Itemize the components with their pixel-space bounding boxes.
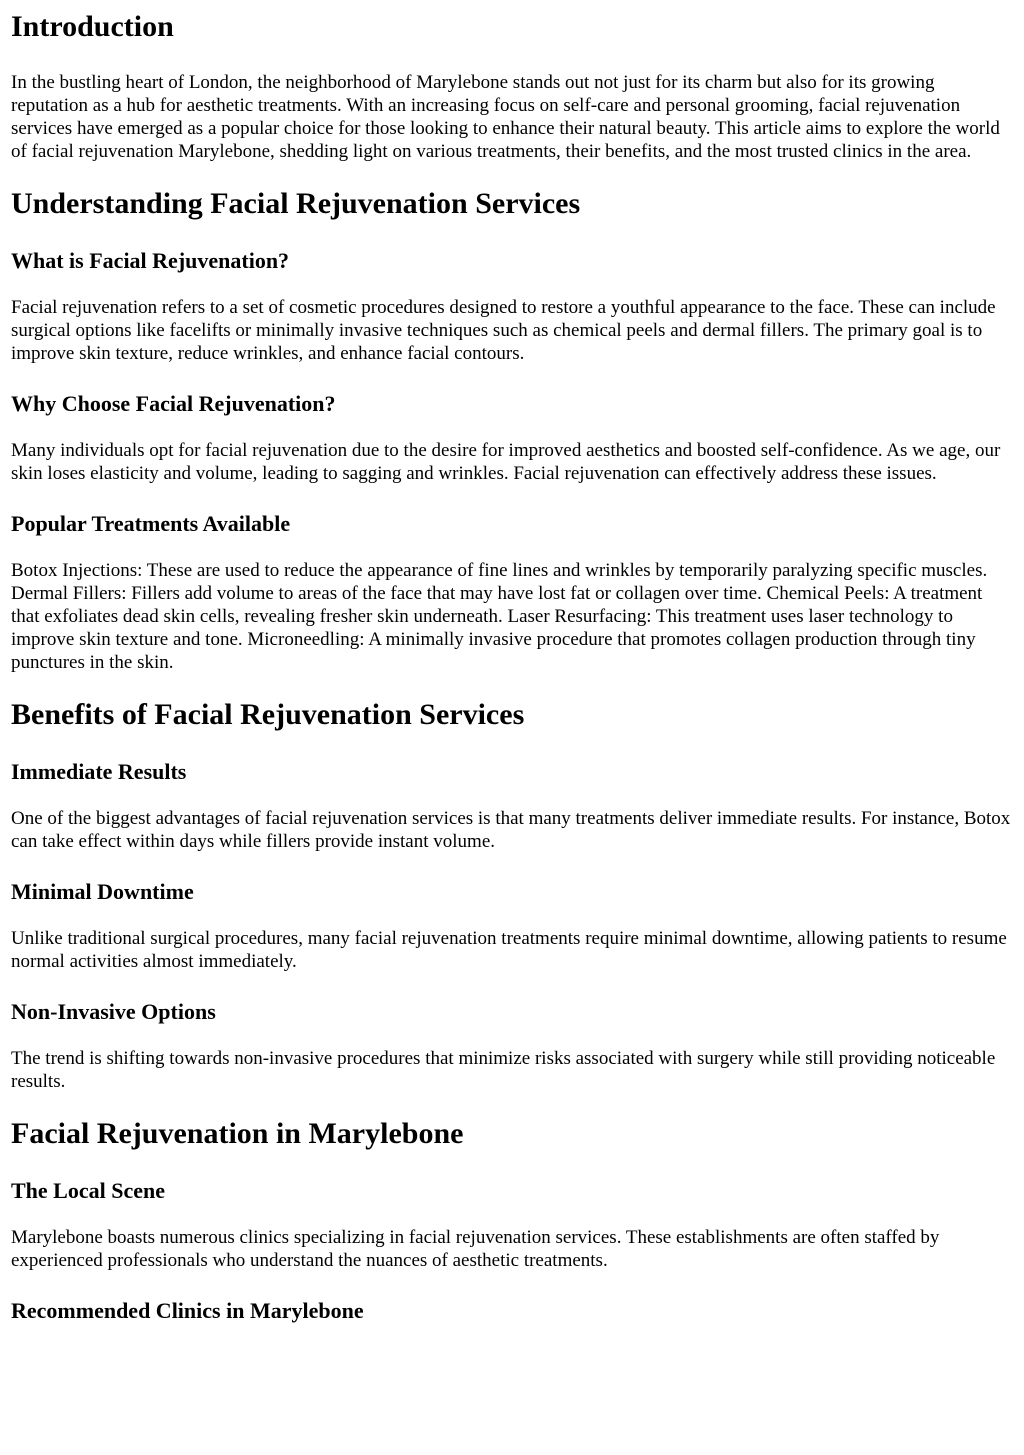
subheading-popular-treatments: Popular Treatments Available — [11, 511, 291, 536]
article — [0, 9, 1024, 1324]
subheading-non-invasive: Non-Invasive Options — [11, 999, 216, 1024]
subheading-local-scene: The Local Scene — [11, 1178, 165, 1203]
subheading-recommended-clinics: Recommended Clinics in Marylebone — [11, 1298, 364, 1323]
paragraph-popular-treatments: Botox Injections: These are used to reduce the appearance of fine lines and wrinkles by temporarily paralyzing specific muscles. Dermal Fillers: Fillers add volume to areas of the face that may have lost fat or collagen over time. Chemical Peels: A treatment that exfoliates dead skin cells, revealing fresher skin underneath. Laser Resurfacing: This treatment uses laser technology to improve skin texture and tone. Microneedling: A minimally invasive procedure that promotes collagen production through tiny punctures in the skin. — [11, 560, 988, 673]
subheading-why-choose: Why Choose Facial Rejuvenation? — [11, 391, 336, 416]
subheading-minimal-downtime: Minimal Downtime — [11, 879, 194, 904]
section-heading-benefits: Benefits of Facial Rejuvenation Services — [11, 698, 525, 731]
section-heading-understanding: Understanding Facial Rejuvenation Services — [11, 187, 581, 220]
section-heading-introduction: Introduction — [11, 10, 174, 43]
paragraph-why-choose: Many individuals opt for facial rejuvenation due to the desire for improved aesthetics and boosted self-confidence. As we age, our skin loses elasticity and volume, leading to sagging and wrinkles. Facial rejuvenation can effectively address these issues. — [11, 440, 1001, 484]
subheading-what-is: What is Facial Rejuvenation? — [11, 248, 290, 273]
paragraph-what-is: Facial rejuvenation refers to a set of cosmetic procedures designed to restore a youthful appearance to the face. These can include surgical options like facelifts or minimally invasive techniques such as chemical peels and dermal fillers. The primary goal is to improve skin texture, reduce wrinkles, and enhance facial contours. — [11, 297, 996, 364]
paragraph-immediate-results: One of the biggest advantages of facial rejuvenation services is that many treatments deliver immediate results. For instance, Botox can take effect within days while fillers provide instant volume. — [11, 808, 1011, 852]
paragraph-non-invasive: The trend is shifting towards non-invasive procedures that minimize risks associated with surgery while still providing noticeable results. — [11, 1048, 996, 1092]
paragraph-minimal-downtime: Unlike traditional surgical procedures, many facial rejuvenation treatments require minimal downtime, allowing patients to resume normal activities almost immediately. — [11, 928, 1007, 972]
paragraph-local-scene: Marylebone boasts numerous clinics specializing in facial rejuvenation services. These establishments are often staffed by experienced professionals who understand the nuances of aesthetic treatments. — [11, 1227, 940, 1271]
subheading-immediate-results: Immediate Results — [11, 759, 187, 784]
section-heading-marylebone: Facial Rejuvenation in Marylebone — [11, 1117, 464, 1150]
paragraph-introduction: In the bustling heart of London, the neighborhood of Marylebone stands out not just for its charm but also for its growing reputation as a hub for aesthetic treatments. With an increasing focus on self-care and personal grooming, facial rejuvenation services have emerged as a popular choice for those looking to enhance their natural beauty. This article aims to explore the world of facial rejuvenation Marylebone, shedding light on various treatments, their benefits, and the most trusted clinics in the area. — [11, 72, 1000, 162]
